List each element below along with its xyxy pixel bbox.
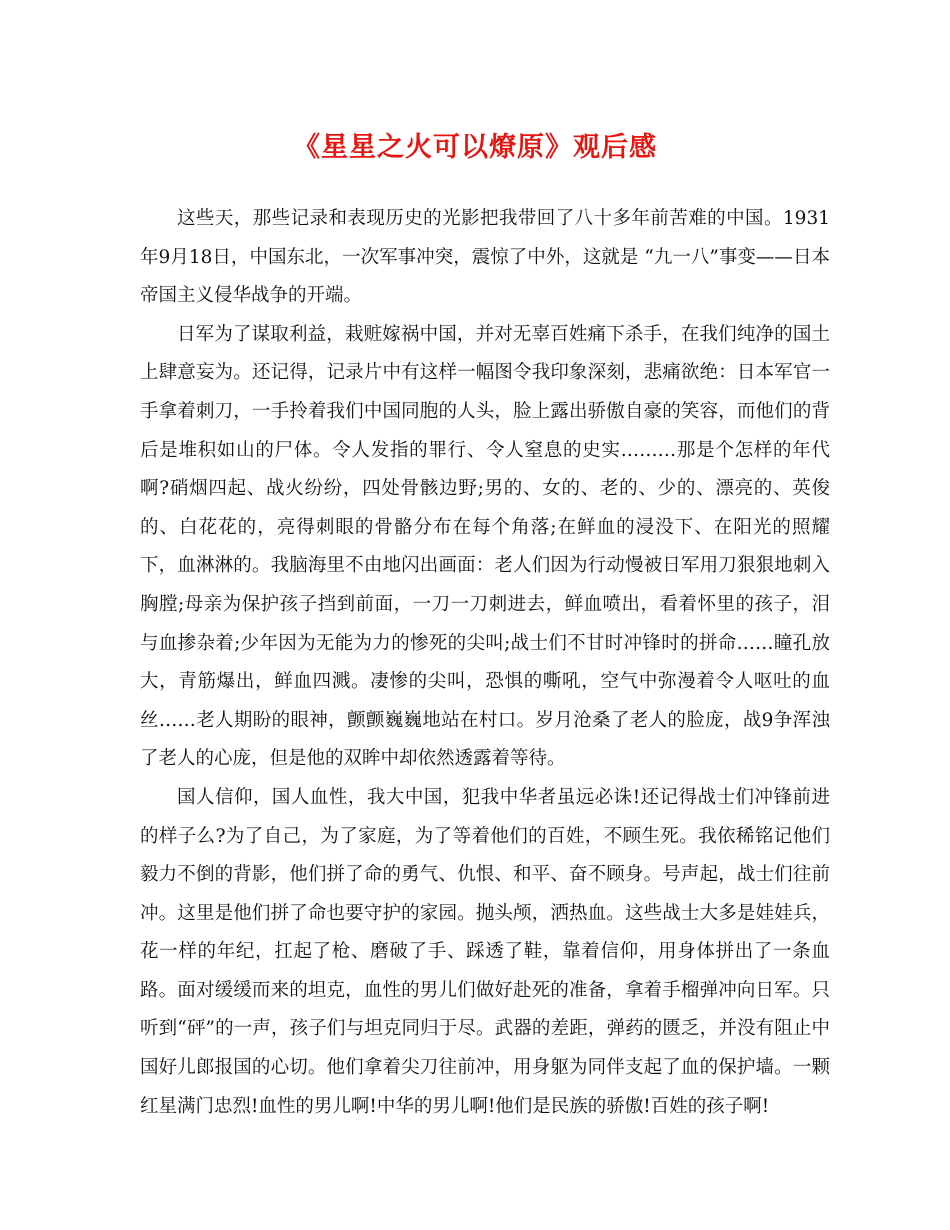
paragraph-2: 日军为了谋取利益，栽赃嫁祸中国，并对无辜百姓痛下杀手，在我们纯净的国土上肆意妄为。还记得，记录片中有这样一幅图令我印象深刻，悲痛欲绝：日本军官一手拿着刺刀，一手拎着我们中国同胞的人头，脸上露出骄傲自豪的笑容，而他们的背后是堆积如山的尸体。令人发指的罪行、令人窒息的史实………那是个怎样的年代啊?硝烟四起、战火纷纷，四处骨骸边野;男的、女的、老的、少的、漂亮的、英俊的、白花花的，亮得刺眼的骨骼分布在每个角落;在鲜血的浸没下、在阳光的照耀下，血淋淋的。我脑海里不由地闪出画面：老人们因为行动慢被日军用刀狠狠地刺入胸膛;母亲为保护孩子挡到前面，一刀一刀刺进去，鲜血喷出，看着怀里的孩子，泪与血掺杂着;少年因为无能为力的惨死的尖叫;战士们不甘时冲锋时的拼命……瞳孔放大，青筋爆出，鲜血四溅。凄惨的尖叫，恐惧的嘶吼，空气中弥漫着令人呕吐的血丝……老人期盼的眼神，颤颤巍巍地站在村口。岁月沧桑了老人的脸庞，战9争浑浊了老人的心庞，但是他的双眸中却依然透露着等待。 [140, 323, 830, 770]
document-body [140, 200, 830, 1126]
paragraph-1: 这些天，那些记录和表现历史的光影把我带回了八十多年前苦难的中国。1931年9月18日，中国东北，一次军事冲突，震惊了中外，这就是 “九一八”事变——日本帝国主义侵华战争的开端。 [140, 208, 830, 307]
document-title: 《星星之火可以燎原》观后感 [293, 132, 657, 163]
paragraph-3: 国人信仰，国人血性，我大中国，犯我中华者虽远必诛!还记得战士们冲锋前进的样子么?为了自己，为了家庭，为了等着他们的百姓，不顾生死。我依稀铭记他们毅力不倒的背影，他们拼了命的勇气、仇恨、和平、奋不顾身。号声起，战士们往前冲。这里是他们拼了命也要守护的家园。抛头颅，洒热血。这些战士大多是娃娃兵，花一样的年纪，扛起了枪、磨破了手、踩透了鞋，靠着信仰，用身体拼出了一条血路。面对缓缓而来的坦克，血性的男儿们做好赴死的准备，拿着手榴弹冲向日军。只听到“砰”的一声，孩子们与坦克同归于尽。武器的差距，弹药的匮乏，并没有阻止中国好儿郎报国的心切。他们拿着尖刀往前冲，用身躯为同伴支起了血的保护墙。一颗红星满门忠烈!血性的男儿啊!中华的男儿啊!他们是民族的骄傲!百姓的孩子啊! [140, 786, 830, 1117]
